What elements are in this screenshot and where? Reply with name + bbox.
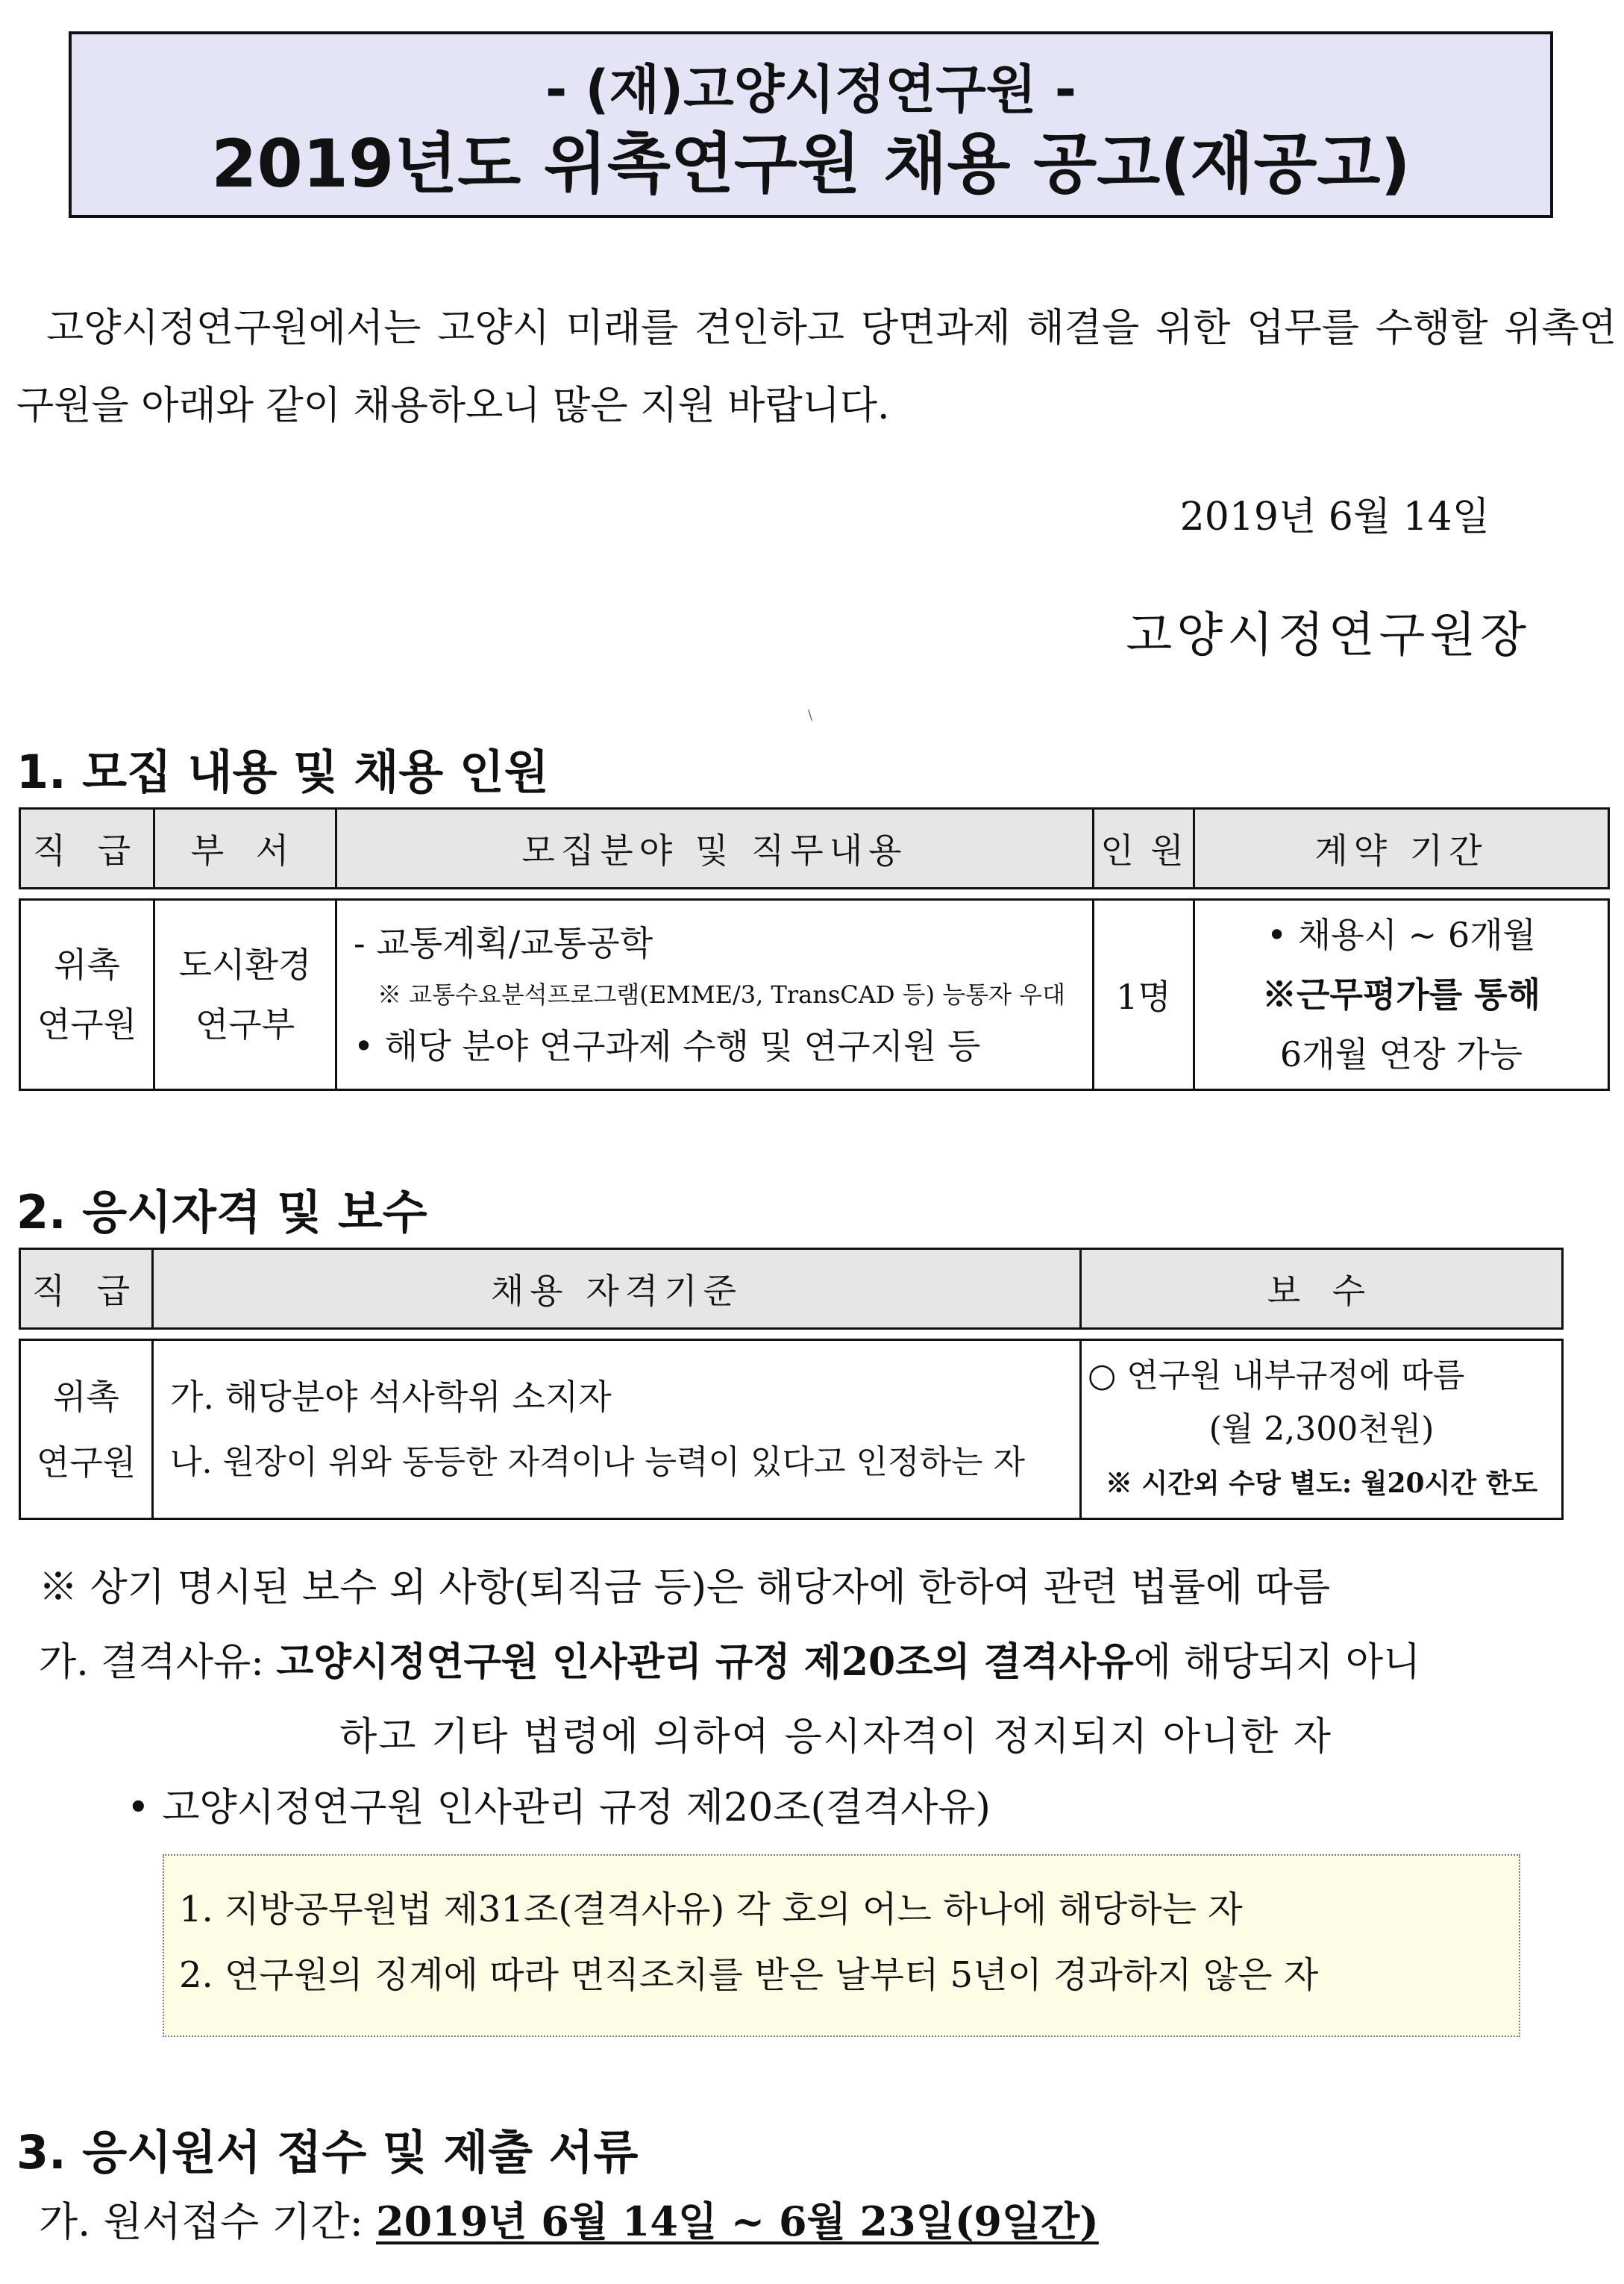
cell-period <box>1194 900 1609 1090</box>
section2-heading: 2. 응시자격 및 보수 <box>16 1185 427 1239</box>
period-line-2: ※근무평가를 통해 <box>1261 974 1541 1015</box>
rule-box <box>163 1854 1520 2037</box>
header-rank: 직 급 <box>20 1249 153 1329</box>
header-pay: 보 수 <box>1081 1249 1563 1329</box>
stray-mark: \ <box>808 707 813 723</box>
pay-line-1: ○ 연구원 내부규정에 따름 <box>1088 1356 1465 1395</box>
header-qualification: 채용 자격기준 <box>153 1249 1081 1329</box>
duty-line-2: • 해당 분야 연구과제 수행 및 연구지원 등 <box>354 1026 981 1066</box>
org-subtitle: - (재)고양시정연구원 - <box>545 59 1076 120</box>
notice-title: 2019년도 위촉연구원 채용 공고(재공고) <box>211 125 1411 202</box>
duty-note: ※ 교통수요분석프로그램(EMME/3, TransCAD 등) 능통자 우대 <box>377 980 1065 1009</box>
table-row <box>20 1340 1563 1519</box>
header-dept: 부 서 <box>154 809 336 889</box>
cell-duty <box>336 900 1094 1090</box>
header-count: 인 원 <box>1094 809 1194 889</box>
table-row <box>20 900 1609 1090</box>
cell-dept: 도시환경 연구부 <box>154 900 336 1090</box>
period-label: 가. 원서접수 기간: <box>39 2198 377 2245</box>
intro-paragraph: 고양시정연구원에서는 고양시 미래를 견인하고 당면과제 해결을 위한 업무를 수행할 위촉연구원을 아래와 같이 채용하오니 많은 지원 바랍니다. <box>16 306 1617 428</box>
table-header-row <box>20 809 1609 889</box>
disqualification-line <box>39 1630 1420 1686</box>
pay-line-2: (월 2,300천원) <box>1208 1409 1435 1448</box>
recruit-table <box>19 807 1610 1091</box>
duty-line-1: - 교통계획/교통공학 <box>354 923 653 963</box>
application-period <box>39 2190 1099 2247</box>
cell-qualification <box>153 1340 1081 1519</box>
rule-title: • 고양시정연구원 인사관리 규정 제20조(결격사유) <box>127 1786 991 1830</box>
header-rank: 직 급 <box>20 809 154 889</box>
cell-pay <box>1081 1340 1563 1519</box>
disq-label: 가. 결격사유: <box>39 1640 277 1685</box>
pay-note: ※ 상기 명시된 보수 외 사항(퇴직금 등)은 해당자에 한하여 관련 법률에 따름 <box>39 1565 1331 1610</box>
period-line-3: 6개월 연장 가능 <box>1279 1034 1523 1074</box>
disq-rest: 에 해당되지 아니 <box>1133 1640 1421 1685</box>
section1-heading: 1. 모집 내용 및 채용 인원 <box>16 745 549 799</box>
disq-rule: 고양시정연구원 인사관리 규정 제20조의 결격사유 <box>276 1639 1134 1685</box>
header-duty: 모집분야 및 직무내용 <box>336 809 1094 889</box>
notice-date: 2019년 6월 14일 <box>1179 495 1490 539</box>
period-line-1: • 채용시 ~ 6개월 <box>1267 915 1536 955</box>
rule-item-1: 1. 지방공무원법 제31조(결격사유) 각 호의 어느 하나에 해당하는 자 <box>179 1889 1243 1930</box>
pay-line-3: ※ 시간외 수당 별도: 월20시간 한도 <box>1105 1467 1538 1499</box>
disqualification-cont: 하고 기타 법령에 의하여 응시자격이 정지되지 아니한 자 <box>339 1715 1333 1759</box>
period-value: 2019년 6월 14일 ~ 6월 23일(9일간) <box>376 2197 1099 2245</box>
table-header-row <box>20 1249 1563 1329</box>
qualification-1: 가. 해당분야 석사학위 소지자 <box>170 1376 612 1417</box>
qualification-2: 나. 원장이 위와 동등한 자격이나 능력이 있다고 인정하는 자 <box>170 1442 1025 1481</box>
qualification-table <box>19 1248 1564 1520</box>
rule-item-2: 2. 연구원의 징계에 따라 면직조치를 받은 날부터 5년이 경과하지 않은 자 <box>179 1954 1319 1996</box>
cell-count: 1명 <box>1094 900 1194 1090</box>
signer: 고양시정연구원장 <box>1126 608 1531 663</box>
section3-heading: 3. 응시원서 접수 및 제출 서류 <box>16 2125 639 2180</box>
header-period: 계약 기간 <box>1194 809 1609 889</box>
cell-rank: 위촉 연구원 <box>20 900 154 1090</box>
cell-rank: 위촉 연구원 <box>20 1340 153 1519</box>
title-box <box>69 31 1553 218</box>
